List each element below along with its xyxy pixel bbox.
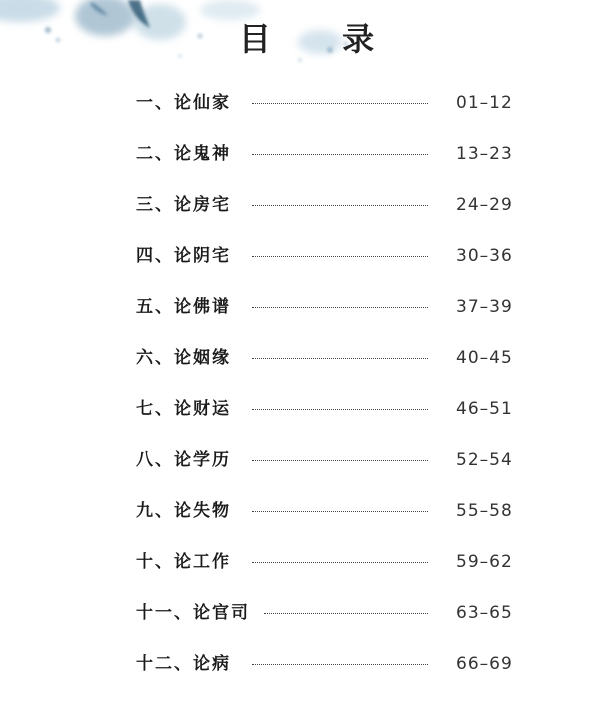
toc-entry-page-range: 55–58 [456,501,513,521]
toc-entry[interactable] [0,90,603,116]
toc-entry-page-range: 66–69 [456,654,513,674]
page-title: 目 录 [238,20,405,58]
toc-entry[interactable] [0,345,603,371]
dotted-leader [252,664,428,665]
toc-entry-title: 十二、论病 [136,654,231,674]
toc-entry-title: 六、论姻缘 [136,348,231,368]
dotted-leader [252,256,428,257]
toc-entry[interactable] [0,243,603,269]
toc-entry-title: 九、论失物 [136,501,231,521]
toc-entry-page-range: 46–51 [456,399,513,419]
toc-entry[interactable] [0,498,603,524]
dotted-leader [252,103,428,104]
dotted-leader [252,154,428,155]
toc-entry-title: 十、论工作 [136,552,231,572]
toc-entry-page-range: 13–23 [456,144,513,164]
toc-entry[interactable] [0,600,603,626]
toc-entry[interactable] [0,651,603,677]
toc-entry-page-range: 01–12 [456,93,513,113]
toc-entry-title: 七、论财运 [136,399,231,419]
dotted-leader [252,358,428,359]
dotted-leader [252,511,428,512]
toc-entry[interactable] [0,192,603,218]
toc-entry-title: 三、论房宅 [136,195,231,215]
toc-entry-title: 八、论学历 [136,450,231,470]
toc-entry[interactable] [0,549,603,575]
dotted-leader [264,613,428,614]
toc-entry-page-range: 24–29 [456,195,513,215]
toc-entry-title: 一、论仙家 [136,93,231,113]
dotted-leader [252,409,428,410]
toc-entry-page-range: 40–45 [456,348,513,368]
dotted-leader [252,562,428,563]
toc-entry-title: 十一、论官司 [136,603,250,623]
toc-entry-title: 二、论鬼神 [136,144,231,164]
toc-entry-title: 五、论佛谱 [136,297,231,317]
dotted-leader [252,460,428,461]
toc-entry[interactable] [0,141,603,167]
toc-entry[interactable] [0,294,603,320]
toc-entry-page-range: 37–39 [456,297,513,317]
toc-entry-page-range: 63–65 [456,603,513,623]
toc-entry-title: 四、论阴宅 [136,246,231,266]
toc-entry-page-range: 52–54 [456,450,513,470]
dotted-leader [252,205,428,206]
toc-entry-page-range: 59–62 [456,552,513,572]
toc-entry[interactable] [0,447,603,473]
toc-entry[interactable] [0,396,603,422]
dotted-leader [252,307,428,308]
toc-entry-page-range: 30–36 [456,246,513,266]
